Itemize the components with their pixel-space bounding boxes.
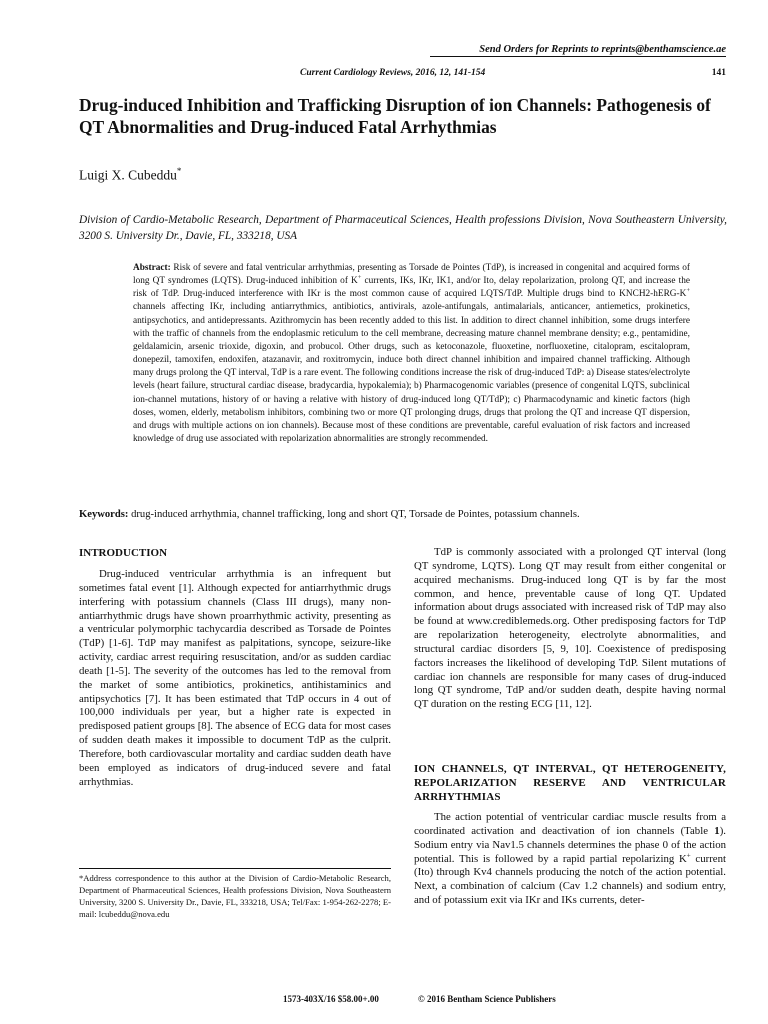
author-mark: * (176, 166, 182, 176)
footnote: *Address correspondence to this author at the Division of Cardio-Metabolic Research, Department of Pharmaceutical Sciences, Health professions Division, Nova Southeastern University, 3200 S. University Dr., Davie, FL, 333218, USA; Tel/Fax: 1-954-262-2278; E-mail: lcubeddu@nova.edu (79, 873, 391, 919)
section2-text-d: current (Ito) through Kv4 channels producing the notch of the action potential. Next, a combination of calcium (Cav 1.2 channels) and sodium entry, and of potassium exit via IKr and IKs currents, deter- (414, 852, 726, 907)
abstract-text-1: Risk of severe and fatal ventricular arrhythmias, presenting as Torsade de Pointes (TdP), is increased in congenital and acquired forms of long QT syndromes (LQTS). Drug-induced inhibition of K (133, 263, 690, 287)
issn-price: 1573-403X/16 $58.00+.00 (283, 994, 379, 1004)
abstract-text-2: currents, IKs, IKr, IK1, and/or Ito, delay repolarization, prolong QT, and increase the risk of TdP. Drug-induced interference with IKr is the most common cause of acquired LQTS/TdP. Multiple drugs bind to KNCH2-hERG-K (133, 276, 690, 300)
footnote-divider (79, 868, 391, 869)
right-column-bottom (414, 811, 726, 908)
page-number: 141 (711, 68, 726, 78)
left-column (79, 568, 391, 790)
author-name: Luigi X. Cubeddu (79, 167, 177, 183)
keywords-label: Keywords: (79, 509, 129, 520)
abstract-sup-1: + (357, 274, 362, 282)
section-heading-ion-channels: ION CHANNELS, QT INTERVAL, QT HETEROGENEITY, REPOLARIZATION RESERVE AND VENTRICULAR ARRHYTHMIAS (414, 763, 726, 803)
abstract-text-3: channels affecting IKr, including antiarrythmics, antibiotics, antivirals, azole-antifungals, antimalarials, anticancer, antiemetics, prokinetics, antipsychotics, and antidepressants. Azithromycin has been recently added to this list. In addition to direct channel inhibition, some drugs interfere with the traffic of channels from the endoplasmic reticulum to the cell membrane, decreasing mature channel membrane density; e.g., pentamidine, geldalamicin, arsenic trioxide, digoxin, and probucol. Other drugs, such as ketoconazole, fluoxetine, norfluoxetine, citalopram, escitalopram, donepezil, tamoxifen, endoxifen, atazanavir, and roxitromycin, induce both direct channel inhibition and impaired channel trafficking. Although many drugs prolong the QT interval, TdP is a rare event. The following conditions increase the risk of drug-induced TdP: a) Disease states/electrolyte levels (heart failure, structural cardiac disease, bradycardia, hypokalemia); b) Pharmacogenomic variables (presence of congenital LQTS, subclinical ion-channel mutations, history of or having a relative with history of drug-induced long QT/TdP); c) Pharmacodynamic and kinetic factors (high doses, women, elderly, metabolism inhibitors, combining two or more QT prolonging drugs, drugs that prolong the QT and increase QT dispersion, and drugs with multiple actions on ion channels). Because most of these conditions are preventable, careful evaluation of risk factors and increased knowledge of drug use associated with repolarization abnormalities are strongly recommended. (133, 302, 690, 445)
affiliation: Division of Cardio-Metabolic Research, Department of Pharmaceutical Sciences, Health professions Division, Nova Southeastern University, 3200 S. University Dr., Davie, FL, 333218, USA (79, 214, 727, 242)
copyright: © 2016 Bentham Science Publishers (418, 994, 556, 1004)
abstract (133, 262, 690, 446)
right-column-top (414, 546, 726, 712)
reprints-notice: Send Orders for Reprints to reprints@benthamscience.ae (430, 44, 726, 57)
section2-sup: + (686, 850, 691, 859)
journal-citation: Current Cardiology Reviews, 2016, 12, 141-154 (300, 68, 486, 78)
section2-paragraph-1 (414, 811, 726, 908)
keywords (79, 508, 727, 522)
section2-text-a: The action potential of ventricular cardiac muscle results from a coordinated activation and deactivation of ion channels (Table (414, 811, 726, 837)
section2-text-c: ). Sodium entry via Nav1.5 channels determines the phase 0 of the action potential. This is followed by a rapid partial repolarizing K (414, 824, 726, 865)
abstract-label: Abstract: (133, 263, 171, 273)
table-ref: 1 (714, 824, 720, 837)
intro-heading: INTRODUCTION (79, 547, 168, 559)
keywords-text: drug-induced arrhythmia, channel trafficking, long and short QT, Torsade de Pointes, potassium channels. (128, 509, 580, 520)
author-line (79, 166, 181, 184)
intro-paragraph-2: TdP is commonly associated with a prolonged QT interval (long QT syndrome, LQTS). Long QT may result from either congenital or acquired mechanisms. Drug-induced long QT is by far the most common, and hence, preventable cause of long QT. Updated information about drugs associated with increased risk of TdP may also be found at www.crediblemeds.org. Other predisposing factors for TdP are repolarization heterogeneity, electrolyte abnormalities, and structural cardiac disorders [5, 9, 10]. Coexistence of predisposing factors increases the likelihood of developing TdP. Silent mutations of cardiac ion channels are responsible for many cases of drug-induced long QT syndrome, TdP and/or sudden death, despite having normal QT duration on the resting ECG [11, 12]. (414, 546, 726, 711)
abstract-sup-2: + (686, 287, 690, 295)
article-title: Drug-induced Inhibition and Trafficking Disruption of ion Channels: Pathogenesis of QT Abnormalities and Drug-induced Fatal Arrhythmias (79, 95, 711, 137)
intro-paragraph-1: Drug-induced ventricular arrhythmia is an infrequent but sometimes fatal event [1]. Although expected for antiarrhythmic drugs interfering with potassium channels (Class III drugs), many non-antiarrhythmic drugs have shown proarrhythmic activity, presenting as a ventricular polymorphic tachycardia described as Torsade de Pointes (TdP) [1-6]. TdP may manifest as palpitations, syncope, seizure-like activity, cardiac arrest requiring resuscitation, and/or as sudden cardiac death [1-5]. The severity of the outcomes has led to the removal from the market of some antibiotics, prokinetics, antihistaminics and antipsychotics [7]. It has been estimated that TdP occurs in 4 out of 100,000 individuals per year, but a higher rate is expected in predisposed patient groups [8]. The absence of ECG data for most cases of sudden death makes it impossible to document TdP as the culprit. Therefore, both cardiovascular mortality and cardiac sudden death have been employed as indicators of drug-induced severe and fatal arrhythmias. (79, 568, 391, 788)
